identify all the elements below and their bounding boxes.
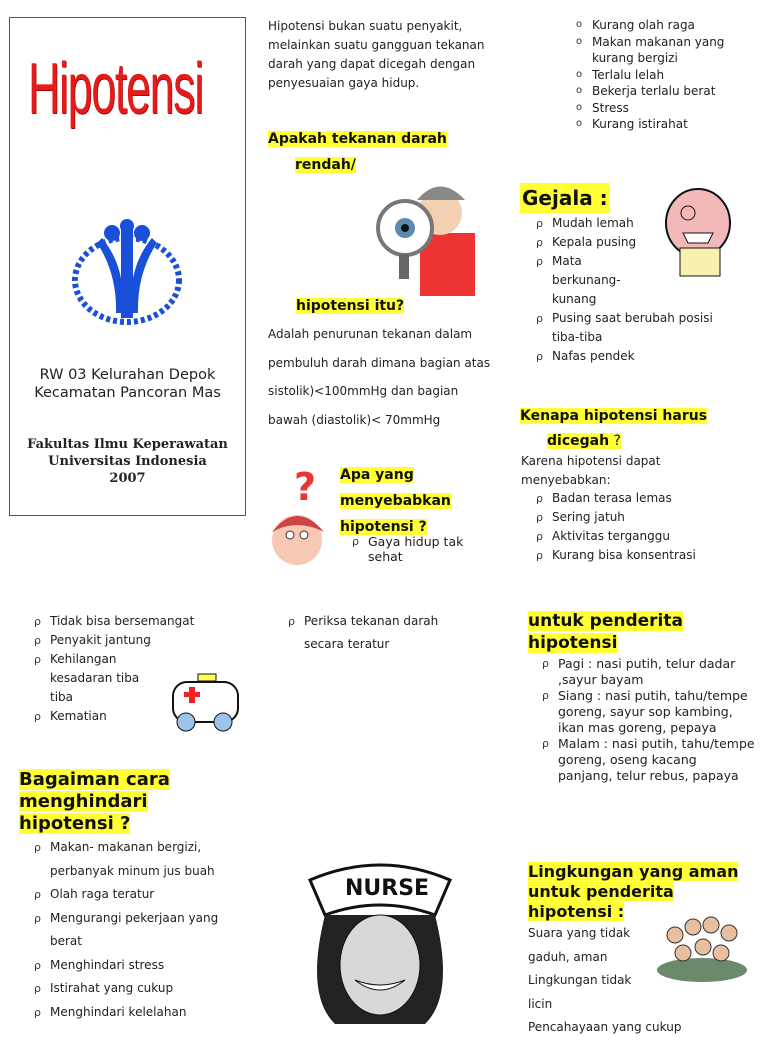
pin-bullet-icon: ρ [536, 492, 543, 505]
list-item-text: Kurang olah raga [592, 18, 695, 32]
list-item [32, 954, 247, 978]
pin-bullet-icon: ρ [34, 841, 41, 854]
menu-heading [528, 610, 718, 654]
list-item-text: Tidak bisa bersemangat [50, 614, 195, 628]
nurse-illustration [305, 855, 455, 1024]
list-item-text: Penyakit jantung [50, 633, 151, 647]
env-line: licin [528, 996, 553, 1011]
list-item-text: Aktivitas terganggu [552, 529, 670, 543]
pin-bullet-icon: ρ [542, 657, 549, 670]
cover-address [10, 366, 245, 402]
pin-bullet-icon: ρ [34, 982, 41, 995]
list-item [574, 17, 764, 34]
pin-bullet-icon: ρ [34, 958, 41, 972]
env-line: gaduh, aman [528, 949, 608, 964]
env-lines [528, 922, 748, 1040]
list-item [350, 534, 480, 564]
pin-bullet-icon: ρ [34, 634, 41, 647]
thinking-person-illustration [262, 470, 337, 575]
symptoms-list [534, 214, 734, 366]
cause-list [350, 534, 480, 564]
list-item [32, 907, 247, 954]
circle-bullet-icon: o [576, 35, 583, 47]
list-item [32, 707, 152, 726]
pin-bullet-icon: ρ [34, 653, 41, 666]
list-item-text: Terlalu lelah [592, 67, 665, 82]
list-item-text: Periksa tekanan darah secara teratur [304, 614, 439, 651]
pin-bullet-icon: ρ [34, 615, 41, 628]
list-item-text: Mudah lemah [552, 216, 634, 230]
list-item-text: Mata berkunang-kunang [552, 254, 621, 306]
list-item [534, 508, 754, 527]
pin-bullet-icon: ρ [536, 350, 543, 363]
cover-panel [9, 17, 246, 516]
pin-bullet-icon: ρ [542, 737, 549, 750]
list-item-text: Bekerja terlalu berat [592, 84, 716, 98]
list-item-text: Menghindari stress [50, 957, 165, 972]
why-heading-2: dicegah [547, 433, 610, 449]
symptoms-heading: Gejala : [520, 183, 610, 213]
intro-text: Hipotensi bukan suatu penyakit, melainkan suatu gangguan tekanan darah yang dapat dicegah dengan penyesuaian gaya hidup. [268, 19, 485, 90]
ambulance-illustration [158, 662, 243, 737]
menu-list [540, 656, 755, 784]
list-item-text: Istirahat yang cukup [50, 981, 174, 995]
circle-bullet-icon: o [576, 85, 583, 96]
pin-bullet-icon: ρ [352, 535, 359, 548]
list-item-text: Sering jatuh [552, 510, 625, 524]
why-heading-1: Kenapa hipotensi harus [520, 408, 708, 424]
pin-bullet-icon: ρ [536, 255, 543, 268]
pin-bullet-icon: ρ [536, 530, 543, 543]
list-item-text: Kurang bisa konsentrasi [552, 548, 696, 562]
why-list [534, 489, 754, 565]
avoid-heading [19, 769, 199, 835]
pin-bullet-icon: ρ [536, 549, 543, 562]
list-item [286, 610, 476, 656]
university-logo [72, 218, 182, 328]
what-heading-2: rendah/ [295, 157, 356, 173]
why-heading-q: ? [609, 433, 621, 449]
list-item-text: Makan- makanan bergizi, perbanyak minum jus buah [50, 840, 215, 878]
list-item-text: Gaya hidup tak sehat [368, 534, 464, 564]
menu-heading-text: untuk penderita hipotensi [528, 611, 683, 653]
list-item [534, 214, 734, 233]
what-heading [268, 126, 447, 178]
list-item-text: Badan terasa lemas [552, 491, 672, 505]
list-item [534, 309, 734, 347]
list-item-text: Nafas pendek [552, 349, 635, 363]
list-item-text: Siang : nasi putih, tahu/tempe goreng, sayur sop kambing, ikan mas goreng, pepaya [558, 688, 748, 735]
list-item [32, 977, 247, 1001]
list-item-text: Kehilangan kesadaran tiba tiba [50, 652, 140, 704]
list-item [534, 347, 734, 366]
list-item [574, 83, 764, 100]
list-item [32, 612, 250, 631]
list-item [574, 100, 764, 117]
list-item [540, 656, 755, 688]
what-heading-3: hipotensi itu? [296, 298, 405, 314]
why-intro: Karena hipotensi dapat menyebabkan: [521, 454, 661, 487]
pin-bullet-icon: ρ [536, 511, 543, 524]
list-item-text: Kematian [50, 709, 107, 723]
list-item [32, 883, 247, 907]
list-item [534, 546, 754, 565]
avoid-heading-text: Bagaiman cara menghindari hipotensi ? [19, 769, 170, 834]
pin-bullet-icon: ρ [288, 615, 295, 628]
what-heading-1: Apakah tekanan darah [268, 131, 447, 147]
magnifier-boy-illustration [375, 178, 477, 296]
cover-rw: RW 03 Kelurahan Depok [39, 367, 216, 383]
list-item-text: Malam : nasi putih, tahu/tempe goreng, oseng kacang panjang, telur rebus, papaya [558, 736, 755, 783]
avoid-list [32, 836, 247, 1024]
list-item-text: Pagi : nasi putih, telur dadar ,sayur bayam [558, 656, 736, 687]
check-list [286, 610, 476, 656]
cover-university: Universitas Indonesia [48, 454, 207, 469]
cause-heading-3: hipotensi ? [340, 519, 427, 535]
list-item [534, 489, 754, 508]
effects-more-list [32, 612, 195, 726]
cause-heading [340, 462, 451, 540]
list-item [32, 631, 152, 650]
pin-bullet-icon: ρ [536, 312, 543, 325]
list-item-text: Stress [592, 100, 629, 115]
list-item-text: Makan makanan yang kurang bergizi [592, 34, 725, 65]
circle-bullet-icon: o [576, 19, 583, 30]
list-item-text: Kepala pusing [552, 235, 637, 249]
why-heading [520, 404, 707, 454]
env-line: Pencahayaan yang cukup [528, 1020, 682, 1034]
cover-title: Hipotensi [28, 49, 203, 129]
pin-bullet-icon: ρ [34, 1005, 41, 1019]
pin-bullet-icon: ρ [34, 911, 41, 925]
circle-bullet-icon: o [576, 118, 583, 129]
env-heading-text: Lingkungan yang aman untuk penderita hipotensi : [528, 862, 739, 921]
what-body: Adalah penurunan tekanan dalam pembuluh darah dimana bagian atas sistolik)<100mmHg dan bagian bawah (diastolik)< 70mmHg [268, 327, 491, 427]
list-item-text: Menghindari kelelahan [50, 1004, 187, 1019]
env-line: Suara yang tidak [528, 926, 631, 940]
pin-bullet-icon: ρ [34, 710, 41, 723]
list-item [534, 252, 622, 309]
cover-year: 2007 [109, 471, 146, 486]
list-item [540, 688, 755, 736]
pin-bullet-icon: ρ [536, 217, 543, 230]
circle-bullet-icon: o [576, 101, 583, 113]
pin-bullet-icon: ρ [536, 236, 543, 249]
cover-faculty: Fakultas Ilmu Keperawatan [27, 437, 228, 452]
cause-heading-1: Apa yang [340, 467, 414, 483]
list-item-text: Olah raga teratur [50, 887, 155, 901]
list-item [32, 836, 247, 883]
cover-kecamatan: Kecamatan Pancoran Mas [34, 385, 221, 401]
list-item [534, 527, 754, 546]
list-item [574, 34, 764, 67]
pin-bullet-icon: ρ [542, 689, 549, 702]
cover-institution [10, 436, 245, 487]
pin-bullet-icon: ρ [34, 888, 41, 901]
env-line: Lingkungan tidak [528, 973, 632, 987]
list-item [574, 67, 764, 84]
cause-heading-2: menyebabkan [340, 493, 451, 509]
circle-bullet-icon: o [576, 68, 583, 80]
nurse-cap-label: NURSE [345, 876, 430, 901]
list-item [32, 650, 152, 707]
list-item [574, 116, 764, 133]
list-item [32, 1001, 247, 1025]
svg-text:?: ? [294, 470, 317, 509]
list-item [540, 736, 755, 784]
list-item [534, 233, 734, 252]
causes-more-list [574, 17, 764, 133]
list-item-text: Kurang istirahat [592, 117, 688, 131]
list-item-text: Pusing saat berubah posisi tiba-tiba [552, 311, 713, 344]
list-item-text: Mengurangi pekerjaan yang berat [50, 910, 219, 948]
